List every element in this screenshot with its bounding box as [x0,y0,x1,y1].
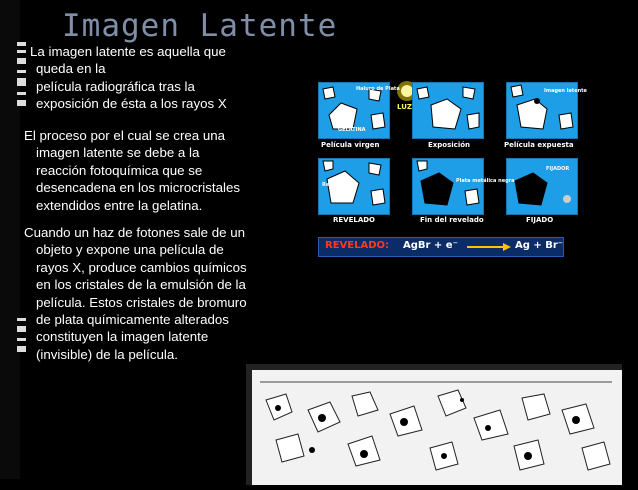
text-line: exposición de ésta a los rayos X [36,96,227,112]
cell-exposicion [412,82,484,139]
note-fijador: FIJADOR [546,166,570,172]
paragraph-process [24,127,284,214]
text-line: desencadena en los microcristales [36,180,240,196]
note-gelatina: GELATINA [338,127,366,133]
slide-title: Imagen Latente [62,8,338,44]
crystal-graphic [413,159,483,214]
text-line: Cuando un haz de fotones sale de un [24,225,246,240]
text-line: objeto y expone una película de [36,242,224,258]
cell-label: FIJADO [526,216,554,224]
cell-fin-revelado [412,158,484,215]
text-line: reacción fotoquímica que se [36,162,203,178]
text-line: película radiográfica tras la [36,78,195,94]
text-line: rayos X, produce cambios químicos [36,259,247,275]
text-line: (invisible) de la película. [36,346,178,362]
text-line: película. Estos cristales de bromuro [36,294,247,310]
note-imagen-latente: Imagen latente [544,88,587,94]
text-line: extendidos entre la gelatina. [36,197,203,213]
paragraph-definition [30,43,266,113]
reaction-label: REVELADO: [325,240,390,251]
cell-label: REVELADO [333,216,376,224]
decorative-bars [17,42,27,112]
cell-label: Fin del revelado [420,216,484,224]
paragraph-photons [24,224,294,363]
cell-label: Exposición [428,141,471,149]
text-line: de plata químicamente alterados [36,312,229,328]
cell-label: Película expuesta [504,141,574,149]
luz-label: LUZ [397,103,412,111]
text-line: El proceso por el cual se crea una [24,128,226,143]
text-line: imagen latente se debe a la [36,145,200,161]
emulsion-micrograph [246,364,622,485]
text-line: en los cristales de la emulsión de la [36,277,246,293]
text-line: queda en la [36,61,106,77]
text-line: La imagen latente es aquella que [30,44,226,59]
reaction-right: Ag + Br⁻ [515,240,564,251]
emulsion-crystals-graphic [252,370,622,485]
note-haluro: Haluro de Plata [356,86,400,92]
reaction-bar [318,237,564,257]
arrow-right-icon [467,243,511,251]
text-line: constituyen la imagen latente [36,329,209,345]
reaction-left: AgBr + e⁻ [403,240,458,251]
crystal-graphic [413,83,483,138]
cell-label: Película virgen [321,141,380,149]
note-plata: Plata metálica negra [456,178,515,184]
note-revelador: Revelador [322,182,351,188]
